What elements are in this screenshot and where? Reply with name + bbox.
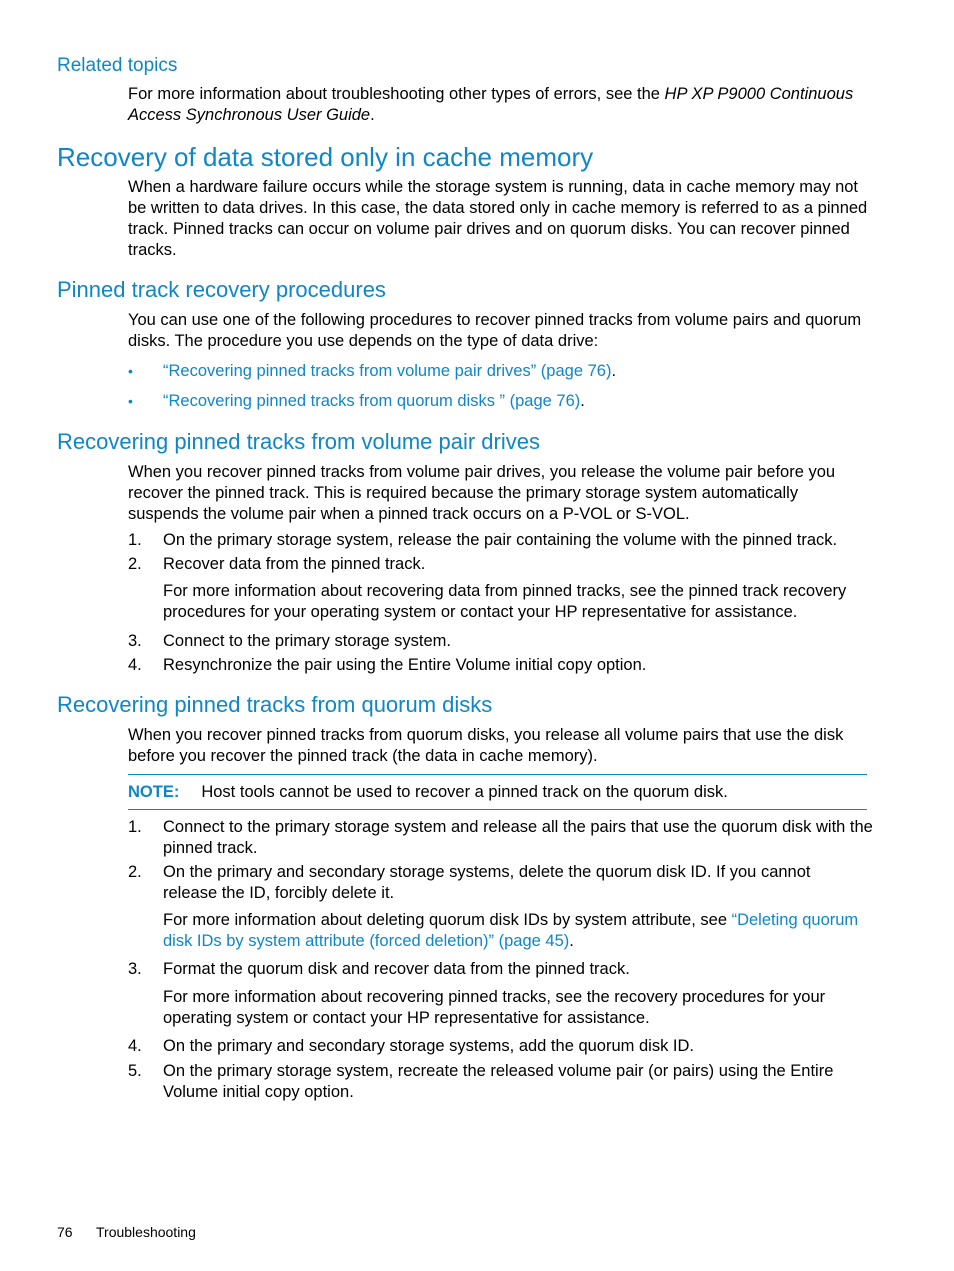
note-label: NOTE: [128, 783, 180, 801]
quorum-step-1: Connect to the primary storage system and release all the pairs that use the quorum disk with the pinned track. [163, 818, 873, 857]
bullet-icon: • [128, 363, 133, 379]
quorum-paragraph: When you recover pinned tracks from quorum disks, you release all volume pairs that use the disk before you recover the pinned track (the data in cache memory). [128, 726, 844, 765]
bullet-suffix: . [611, 362, 617, 380]
volume-step-3: Connect to the primary storage system. [163, 632, 451, 650]
page-number: 76 [57, 1224, 73, 1240]
note-box [128, 782, 868, 803]
procedures-paragraph: You can use one of the following procedures to recover pinned tracks from volume pairs and quorum disks. The procedure you use depends on the type of data drive: [128, 311, 862, 350]
step-number: 2. [128, 863, 142, 881]
step-number: 4. [128, 1037, 142, 1055]
link-volume-pair-drives[interactable]: “Recovering pinned tracks from volume pair drives” (page 76) [163, 362, 612, 380]
volume-step-1: On the primary storage system, release the pair containing the volume with the pinned track. [163, 531, 838, 549]
link-deleting-quorum-disk-ids[interactable]: “Deleting quorum disk IDs by system attribute (forced deletion)” (page 45) [163, 911, 859, 950]
procedures-heading: Pinned track recovery procedures [57, 277, 386, 302]
related-suffix: . [370, 106, 375, 124]
step-number: 3. [128, 960, 142, 978]
quorum-step-4: On the primary and secondary storage systems, add the quorum disk ID. [163, 1037, 694, 1055]
bullet-item-quorum [163, 391, 868, 412]
related-topics-paragraph [128, 84, 873, 126]
quorum-step-5: On the primary storage system, recreate the released volume pair (or pairs) using the Entire Volume initial copy option. [163, 1062, 834, 1101]
bullet-item-volume [163, 361, 868, 382]
detail-suffix: . [569, 932, 574, 950]
step-number: 1. [128, 531, 142, 549]
volume-paragraph: When you recover pinned tracks from volume pair drives, you release the volume pair before you recover the pinned track. This is required because the primary storage system automatically suspends the volume pair when a pinned track occurs on a P-VOL or S-VOL. [128, 463, 836, 523]
volume-step-2-detail: For more information about recovering data from pinned tracks, see the pinned track recovery procedures for your operating system or contact your HP representative for assistance. [163, 582, 847, 621]
footer-section: Troubleshooting [96, 1224, 196, 1240]
step-number: 2. [128, 555, 142, 573]
step-number: 1. [128, 818, 142, 836]
step-number: 5. [128, 1062, 142, 1080]
related-topics-heading: Related topics [57, 55, 178, 76]
step-number: 3. [128, 632, 142, 650]
recovery-paragraph: When a hardware failure occurs while the storage system is running, data in cache memory may not be written to data drives. In this case, the data stored only in cache memory is referred to as a pinned track. Pinned tracks can occur on volume pair drives and on quorum disks. You can recover pinned tracks. [128, 178, 868, 259]
quorum-step-3: Format the quorum disk and recover data from the pinned track. [163, 960, 630, 978]
bullet-suffix: . [580, 392, 585, 410]
quorum-heading: Recovering pinned tracks from quorum disks [57, 692, 493, 717]
quorum-step-2: On the primary and secondary storage systems, delete the quorum disk ID. If you cannot release the ID, forcibly delete it. [163, 863, 811, 902]
recovery-heading: Recovery of data stored only in cache memory [57, 142, 594, 172]
step-number: 4. [128, 656, 142, 674]
quorum-step-3-detail: For more information about recovering pinned tracks, see the recovery procedures for your operating system or contact your HP representative for assistance. [163, 988, 826, 1027]
quorum-step-2-detail [163, 910, 873, 952]
note-text: Host tools cannot be used to recover a pinned track on the quorum disk. [201, 783, 728, 801]
note-top-rule [128, 774, 867, 775]
volume-step-2: Recover data from the pinned track. [163, 555, 426, 573]
note-bottom-rule [128, 809, 867, 810]
link-quorum-disks[interactable]: “Recovering pinned tracks from quorum disks ” (page 76) [163, 392, 581, 410]
guide-title: HP XP P9000 Continuous Access Synchronous User Guide [128, 85, 854, 124]
volume-heading: Recovering pinned tracks from volume pair drives [57, 429, 540, 454]
detail-text: For more information about deleting quorum disk IDs by system attribute, see [163, 911, 732, 929]
related-text: For more information about troubleshooting other types of errors, see the [128, 85, 665, 103]
volume-step-4: Resynchronize the pair using the Entire Volume initial copy option. [163, 656, 647, 674]
bullet-icon: • [128, 393, 133, 409]
